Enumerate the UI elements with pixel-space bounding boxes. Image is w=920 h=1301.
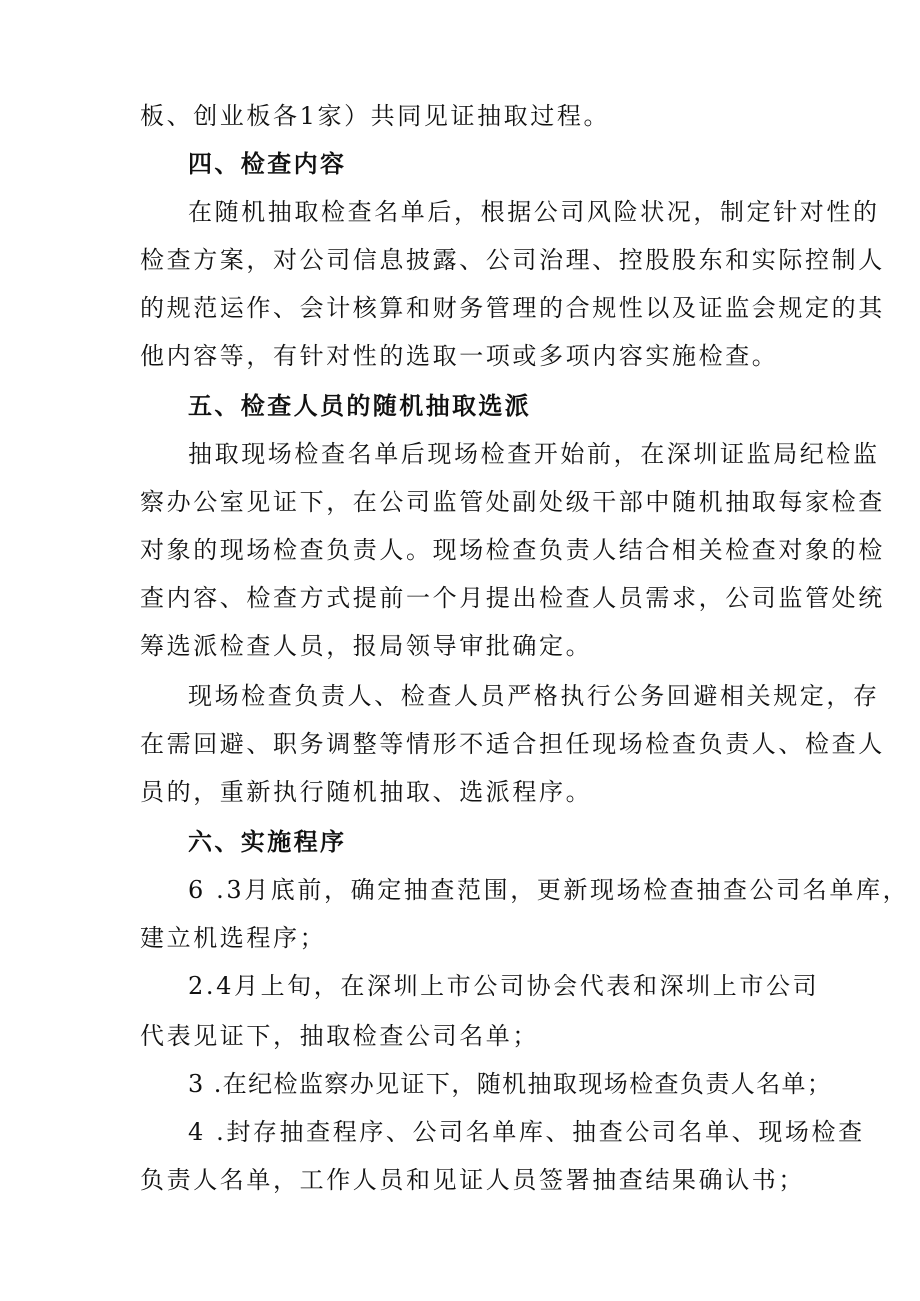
paragraph-line: 的规范运作、会计核算和财务管理的合规性以及证监会规定的其	[140, 294, 885, 322]
paragraph-line: 察办公室见证下，在公司监管处副处级干部中随机抽取每家检查	[140, 488, 885, 516]
list-item: 6 .3月底前，确定抽查范围，更新现场检查抽查公司名单库，	[188, 876, 910, 904]
section-heading-personnel: 五、检查人员的随机抽取选派	[188, 392, 532, 420]
paragraph-line: 他内容等，有针对性的选取一项或多项内容实施检查。	[140, 342, 779, 370]
paragraph-line: 检查方案，对公司信息披露、公司治理、控股股东和实际控制人	[140, 246, 885, 274]
paragraph-line: 查内容、检查方式提前一个月提出检查人员需求，公司监管处统	[140, 584, 885, 612]
paragraph-line: 对象的现场检查负责人。现场检查负责人结合相关检查对象的检	[140, 536, 885, 564]
section-heading-procedure: 六、实施程序	[188, 828, 347, 856]
paragraph-line: 现场检查负责人、检查人员严格执行公务回避相关规定，存	[188, 682, 880, 710]
list-item-continuation: 建立机选程序；	[140, 924, 327, 952]
paragraph-line: 抽取现场检查名单后现场检查开始前，在深圳证监局纪检监	[188, 440, 880, 468]
list-item: 4 .封存抽查程序、公司名单库、抽查公司名单、现场检查	[188, 1118, 865, 1146]
list-item-continuation: 代表见证下，抽取检查公司名单；	[140, 1022, 539, 1050]
list-item: 3 .在纪检监察办见证下，随机抽取现场检查负责人名单；	[188, 1070, 833, 1098]
section-heading-content: 四、检查内容	[188, 150, 347, 178]
paragraph-line: 员的，重新执行随机抽取、选派程序。	[140, 778, 593, 806]
paragraph-line: 板、创业板各1家）共同见证抽取过程。	[140, 102, 611, 130]
paragraph-line: 在需回避、职务调整等情形不适合担任现场检查负责人、检查人	[140, 730, 885, 758]
list-item: 2.4月上旬，在深圳上市公司协会代表和深圳上市公司	[188, 972, 820, 1000]
paragraph-line: 在随机抽取检查名单后，根据公司风险状况，制定针对性的	[188, 198, 880, 226]
paragraph-line: 筹选派检查人员，报局领导审批确定。	[140, 632, 593, 660]
list-item-continuation: 负责人名单，工作人员和见证人员签署抽查结果确认书；	[140, 1166, 805, 1194]
